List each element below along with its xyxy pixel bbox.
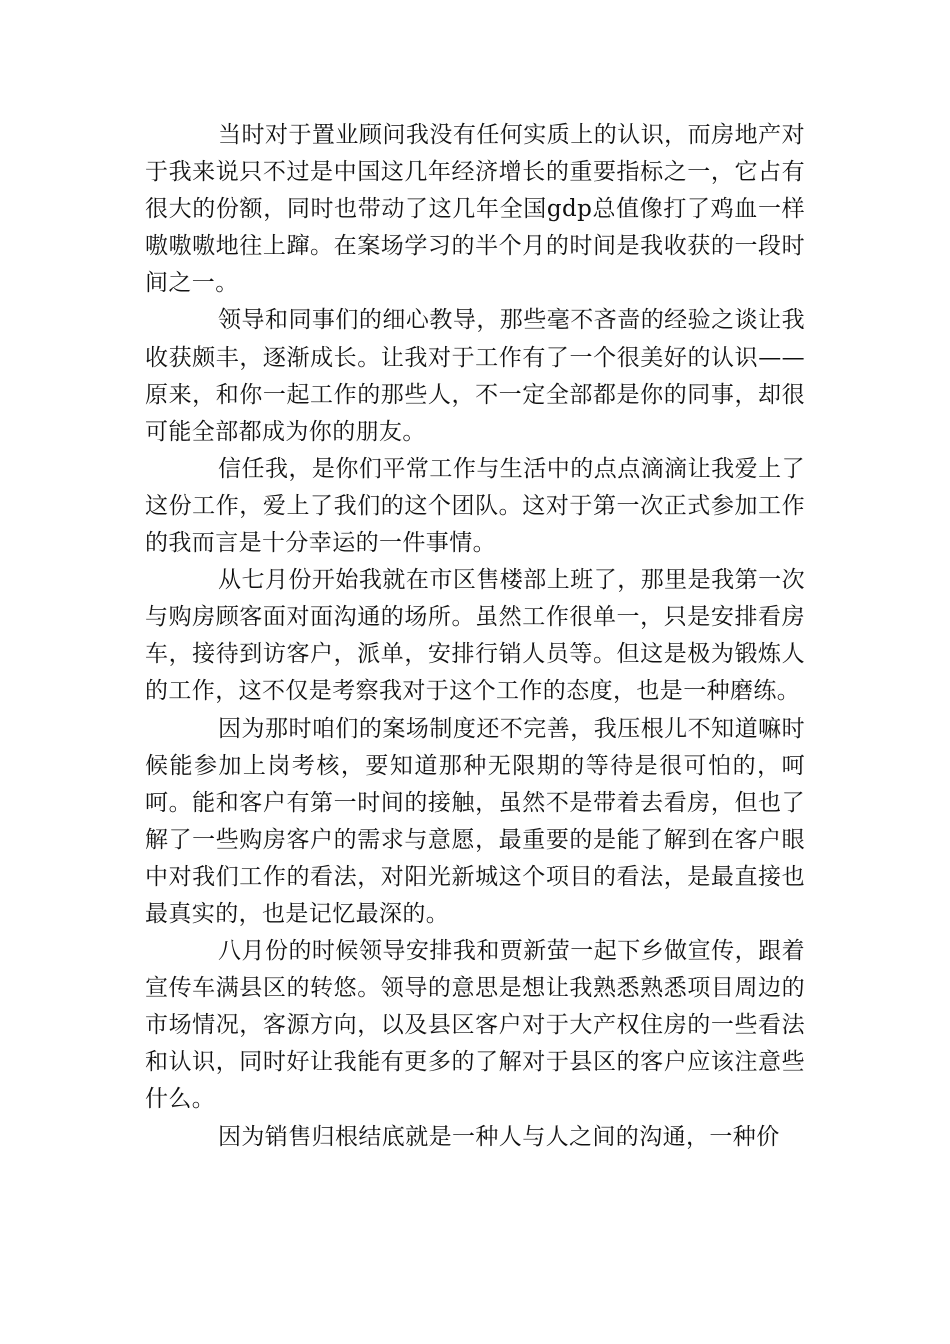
paragraph-5: 因为那时咱们的案场制度还不完善，我压根儿不知道嘛时候能参加上岗考核，要知道那种无限期的等待是很可怕的，呵呵。能和客户有第一时间的接触，虽然不是带着去看房，但也了解了一些购房客户的需求与意愿，最重要的是能了解到在客户眼中对我们工作的看法，对阳光新城这个项目的看法，是最直接也最真实的，也是记忆最深的。	[145, 715, 805, 927]
document-body	[145, 117, 805, 1156]
paragraph-7: 因为销售归根结底就是一种人与人之间的沟通，一种价	[218, 1123, 780, 1150]
paragraph-6: 八月份的时候领导安排我和贾新萤一起下乡做宣传，跟着宣传车满县区的转悠。领导的意思是想让我熟悉熟悉项目周边的市场情况，客源方向，以及县区客户对于大产权住房的一些看法和认识，同时好让我能有更多的了解对于县区的客户应该注意些什么。	[145, 938, 805, 1113]
paragraph-4: 从七月份开始我就在市区售楼部上班了，那里是我第一次与购房顾客面对面沟通的场所。虽然工作很单一，只是安排看房车，接待到访客户，派单，安排行销人员等。但这是极为锻炼人的工作，这不仅是考察我对于这个工作的态度，也是一种磨练。	[145, 567, 805, 705]
paragraph-2: 领导和同事们的细心教导，那些毫不吝啬的经验之谈让我收获颇丰，逐渐成长。让我对于工作有了一个很美好的认识——原来，和你一起工作的那些人，不一定全部都是你的同事，却很可能全部都成为你的朋友。	[145, 307, 805, 445]
paragraph-1: 当时对于置业顾问我没有任何实质上的认识，而房地产对于我来说只不过是中国这几年经济增长的重要指标之一，它占有很大的份额，同时也带动了这几年全国gdp总值像打了鸡血一样嗷嗷嗷地往上蹿。在案场学习的半个月的时间是我收获的一段时间之一。	[145, 122, 805, 297]
paragraph-3: 信任我，是你们平常工作与生活中的点点滴滴让我爱上了这份工作，爱上了我们的这个团队。这对于第一次正式参加工作的我而言是十分幸运的一件事情。	[145, 455, 805, 557]
